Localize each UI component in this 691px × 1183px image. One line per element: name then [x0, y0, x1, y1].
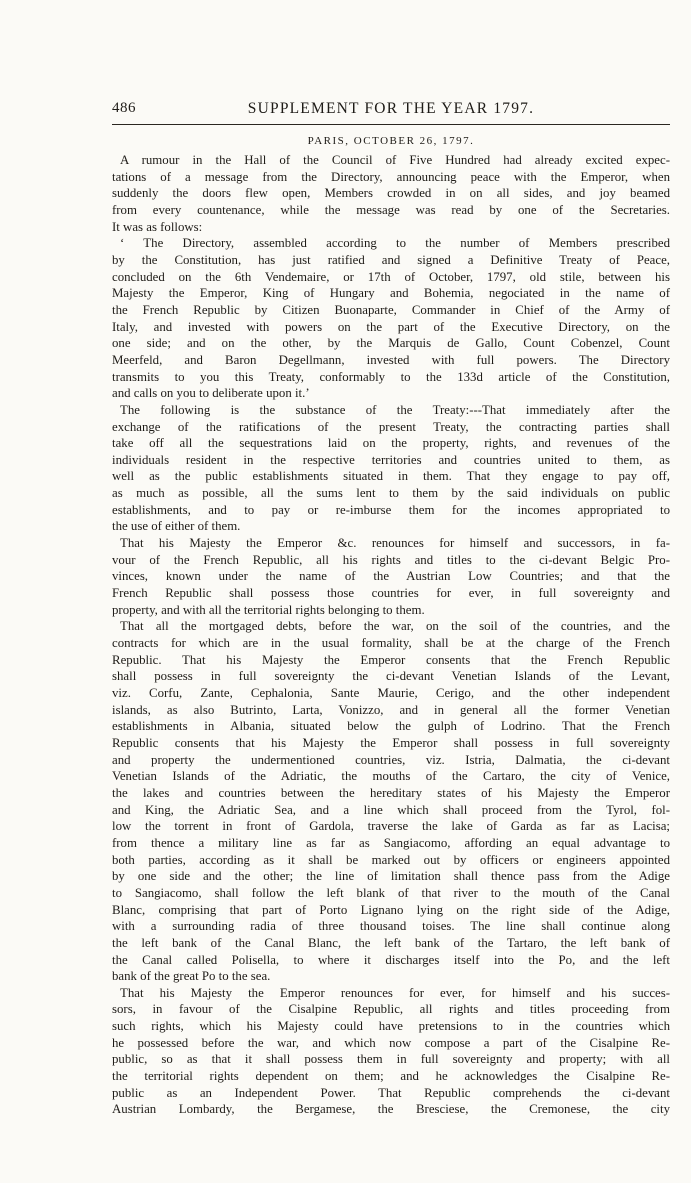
article-body [112, 152, 670, 1118]
text-line: one side; and on the other, by the Marquis de Gallo, Count Cobenzel, Count [112, 336, 670, 351]
text-line: he possessed before the war, and which now compose a part of the Cisalpine Re- [112, 1035, 670, 1050]
text-line: establishments, and to pay or re-imburse them for the incomes appropriated to [112, 502, 670, 517]
text-line: public, so as that it shall possess them in full sovereignty and property; with all [112, 1052, 670, 1067]
text-line: ‘ The Directory, assembled according to the number of Members prescribed [120, 236, 670, 251]
text-line: Meerfeld, and Baron Degellmann, invested with full powers. The Directory [112, 352, 670, 367]
text-line: and calls on you to deliberate upon it.’ [112, 386, 310, 401]
page-header [112, 100, 670, 122]
text-line: the French Republic by Citizen Buonaparte, Commander in Chief of the Army of [112, 302, 670, 317]
text-line: suddenly the doors flew open, Members crowded in on all sides, and joy beamed [112, 186, 670, 201]
text-line: establishments in Albania, situated below the gulph of Lodrino. That the French [112, 719, 670, 734]
page-number: 486 [112, 100, 136, 116]
text-line: Italy, and invested with powers on the part of the Executive Directory, on the [112, 319, 670, 334]
text-line: islands, as also Butrinto, Larta, Vonizzo, and in general all the former Venetian [112, 702, 670, 717]
text-line: from every countenance, while the message was read by one of the Secretaries. [112, 202, 670, 217]
text-line: bank of the great Po to the sea. [112, 969, 271, 984]
text-line: concluded on the 6th Vendemaire, or 17th of October, 1797, old stile, between his [112, 269, 670, 284]
text-line: Majesty the Emperor, King of Hungary and Bohemia, negociated in the name of [112, 286, 670, 301]
text-line: such rights, which his Majesty could have pretensions to in the countries which [112, 1019, 670, 1034]
text-line: to Sangiacomo, shall follow the left blank of that river to the mouth of the Canal [112, 885, 670, 900]
text-line: shall possess in full sovereignty the ci-devant Venetian Islands of the Levant, [112, 669, 670, 684]
text-line: by one side and the other; the line of limitation shall thence pass from the Adige [112, 869, 670, 884]
text-line: take off all the sequestrations laid on the property, rights, and revenues of the [112, 436, 670, 451]
text-line: the left bank of the Canal Blanc, the left bank of the Tartaro, the left bank of [112, 935, 670, 950]
text-line: French Republic shall possess those countries for ever, in full sovereignty and [112, 586, 670, 601]
text-line: vour of the French Republic, all his rights and titles to the ci-devant Belgic Pro- [112, 552, 670, 567]
text-line: the lakes and countries between the hereditary states of his Majesty the Emperor [112, 785, 670, 800]
text-line: It was as follows: [112, 219, 203, 234]
text-line: Austrian Lombardy, the Bergamese, the Bresciese, the Cremonese, the city [112, 1102, 670, 1117]
text-line: That all the mortgaged debts, before the war, on the soil of the countries, and the [120, 619, 670, 634]
text-line: from thence a military line as far as Sangiacomo, affording an equal advantage to [112, 835, 670, 850]
text-line: That his Majesty the Emperor renounces for ever, for himself and his succes- [120, 985, 670, 1000]
text-line: well as the public establishments situated in them. That they engage to pay off, [112, 469, 670, 484]
text-line: property, and with all the territorial rights belonging to them. [112, 602, 425, 617]
running-head: SUPPLEMENT FOR THE YEAR 1797. [247, 100, 535, 117]
text-line: individuals resident in the respective territories and countries united to them, as [112, 452, 670, 467]
text-line: viz. Corfu, Zante, Cephalonia, Sante Maurie, Cerigo, and the other independent [112, 686, 670, 700]
text-line: contracts for which are in the usual formality, shall be at the charge of the French [112, 636, 670, 651]
text-line: Blanc, comprising that part of Porto Lignano lying on the right side of the Adige, [112, 902, 670, 917]
text-line: by the Constitution, has just ratified and signed a Definitive Treaty of Peace, [112, 252, 670, 267]
text-line: The following is the substance of the Treaty:---That immediately after the [120, 402, 670, 417]
text-line: and property the undermentioned countries, viz. Istria, Dalmatia, the ci-devant [112, 752, 670, 767]
text-line: public as an Independent Power. That Republic comprehends the ci-devant [112, 1085, 670, 1100]
text-line: sors, in favour of the Cisalpine Republic, all rights and titles proceeding from [112, 1002, 670, 1017]
dateline: PARIS, OCTOBER 26, 1797. [307, 135, 475, 147]
text-line: and King, the Adriatic Sea, and a line which shall proceed from the Tyrol, fol- [112, 802, 670, 817]
text-line: transmits to you this Treaty, conformably to the 133d article of the Constitution, [112, 369, 670, 384]
text-line: exchange of the ratifications of the present Treaty, the contracting parties shall [112, 419, 670, 434]
text-line: the territorial rights dependent on them; and he acknowledges the Cisalpine Re- [112, 1069, 670, 1084]
text-line: as much as possible, all the sums lent to them by the said individuals on public [112, 486, 670, 501]
text-line: vinces, known under the name of the Austrian Low Countries; and that the [112, 569, 670, 584]
text-line: tations of a message from the Directory, announcing peace with the Emperor, when [112, 169, 670, 184]
text-line: Venetian Islands of the Adriatic, the mouths of the Cartaro, the city of Venice, [112, 769, 670, 784]
text-line: the Canal called Polisella, to where it discharges itself into the Po, and the left [112, 952, 670, 967]
header-rule [112, 124, 670, 125]
text-line: low the torrent in front of Gardola, traverse the lake of Garda as far as Lacisa; [112, 819, 670, 834]
text-line: Republic consents that his Majesty the Emperor shall possess in full sovereignty [112, 735, 670, 750]
text-line: both parties, according as it shall be marked out by officers or engineers appointed [112, 852, 670, 867]
text-line: A rumour in the Hall of the Council of Five Hundred had already excited expec- [120, 153, 670, 167]
text-line: Republic. That his Majesty the Emperor consents that the French Republic [112, 652, 670, 667]
text-line: with a surrounding radia of three thousand toises. The line shall continue along [112, 919, 670, 934]
text-line: the use of either of them. [112, 519, 241, 534]
text-line: That his Majesty the Emperor &c. renounces for himself and successors, in fa- [120, 536, 670, 551]
